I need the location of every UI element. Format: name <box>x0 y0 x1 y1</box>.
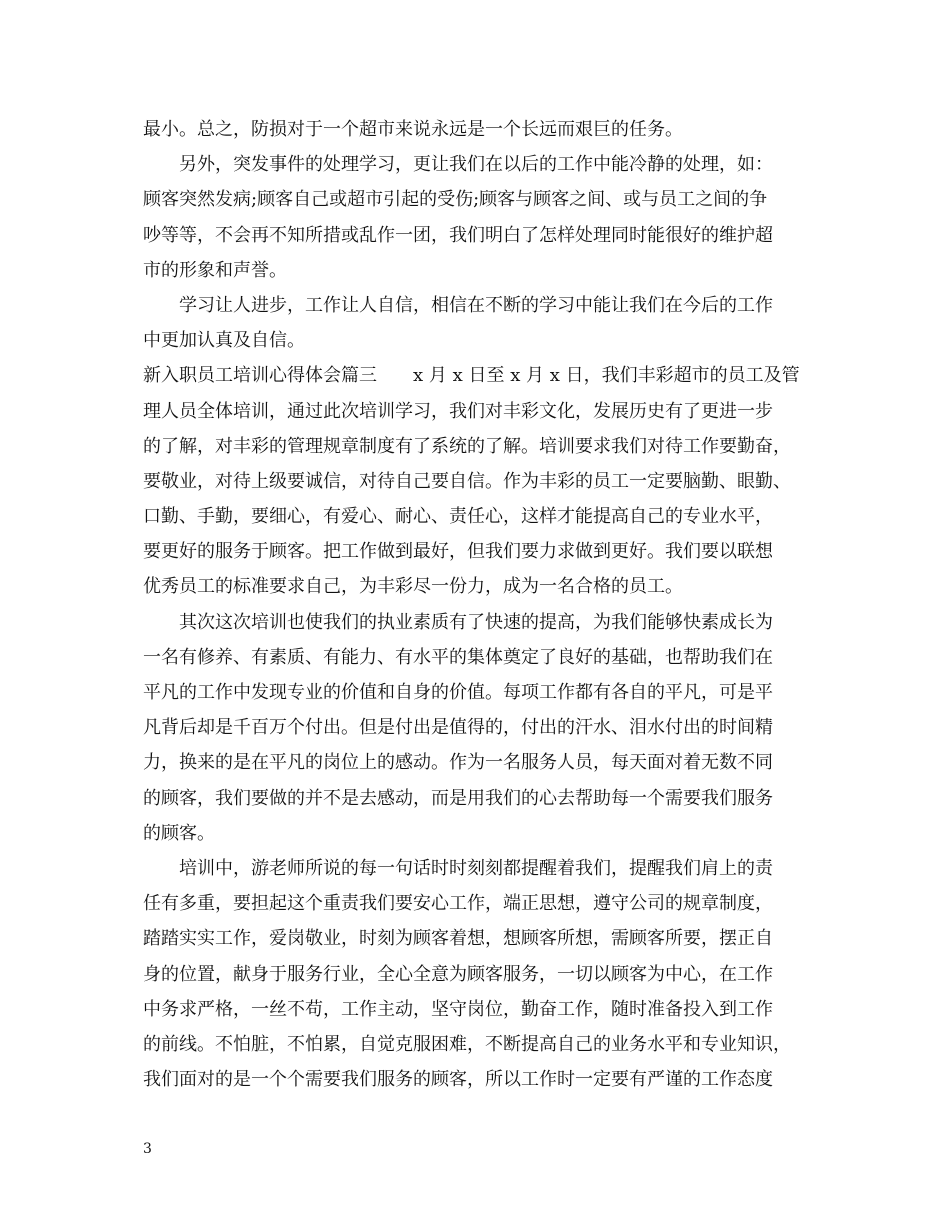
text-line-10: 的了解，对丰彩的管理规章制度有了系统的了解。培训要求我们对待工作要勤奋， <box>143 435 791 457</box>
text-line-21: 的顾客。 <box>143 822 215 844</box>
text-line-3: 顾客突然发病;顾客自己或超市引起的受伤;顾客与顾客之间、或与员工之间的争 <box>143 189 768 211</box>
text-line-18: 凡背后却是千百万个付出。但是付出是值得的，付出的汗水、泪水付出的时间精 <box>143 717 773 739</box>
text-line-28: 我们面对的是一个个需要我们服务的顾客，所以工作时一定要有严谨的工作态度 <box>143 1069 773 1091</box>
text-line-12: 口勤、手勤，要细心，有爱心、耐心、责任心，这样才能提高自己的专业水平， <box>143 506 773 528</box>
text-line-5: 市的形象和声誉。 <box>143 259 287 281</box>
page-number: 3 <box>143 1141 152 1157</box>
text-line-9: 理人员全体培训，通过此次培训学习，我们对丰彩文化，发展历史有了更进一步 <box>143 400 773 422</box>
text-line-2: 另外，突发事件的处理学习，更让我们在以后的工作中能冷静的处理，如： <box>179 154 773 176</box>
text-line-26: 中务求严格，一丝不苟，工作主动，坚守岗位，勤奋工作，随时准备投入到工作 <box>143 998 773 1020</box>
text-line-23: 任有多重，要担起这个重责我们要安心工作，端正思想，遵守公司的规章制度， <box>143 893 773 915</box>
text-line-17: 平凡的工作中发现专业的价值和自身的价值。每项工作都有各自的平凡，可是平 <box>143 682 773 703</box>
text-line-7: 中更加认真及自信。 <box>143 330 305 352</box>
text-line-22: 培训中，游老师所说的每一句话时时刻刻都提醒着我们，提醒我们肩上的责 <box>179 857 773 879</box>
text-line-6: 学习让人进步，工作让人自信，相信在不断的学习中能让我们在今后的工作 <box>179 294 773 316</box>
text-line-4: 吵等等，不会再不知所措或乱作一团，我们明白了怎样处理同时能很好的维护超 <box>143 224 773 246</box>
text-line-24: 踏踏实实工作，爱岗敬业，时刻为顾客着想，想顾客所想，需顾客所要，摆正自 <box>143 928 773 950</box>
text-line-19: 力，换来的是在平凡的岗位上的感动。作为一名服务人员，每天面对着无数不同 <box>143 752 773 774</box>
text-line-25: 身的位置，献身于服务行业，全心全意为顾客服务，一切以顾客为中心，在工作 <box>143 963 773 985</box>
text-line-13: 要更好的服务于顾客。把工作做到最好，但我们要力求做到更好。我们要以联想 <box>143 541 773 563</box>
text-line-16: 一名有修养、有素质、有能力、有水平的集体奠定了良好的基础，也帮助我们在 <box>143 646 773 668</box>
text-line-15: 其次这次培训也使我们的执业素质有了快速的提高，为我们能够快素成长为 <box>179 611 773 633</box>
text-line-11: 要敬业，对待上级要诚信，对待自己要自信。作为丰彩的员工一定要脑勤、眼勤、 <box>143 470 791 492</box>
text-line-20: 的顾客，我们要做的并不是去感动，而是用我们的心去帮助每一个需要我们服务 <box>143 787 773 809</box>
text-line-14: 优秀员工的标准要求自己，为丰彩尽一份力，成为一名合格的员工。 <box>143 576 683 598</box>
text-line-27: 的前线。不怕脏，不怕累，自觉克服困难，不断提高自己的业务水平和专业知识， <box>143 1033 791 1055</box>
section-heading-line: 新入职员工培训心得体会篇三 x 月 x 日至 x 月 x 日，我们丰彩超市的员工及管 <box>143 365 800 387</box>
document-body <box>143 112 815 1097</box>
text-line-1: 最小。总之，防损对于一个超市来说永远是一个长远而艰巨的任务。 <box>143 119 683 140</box>
